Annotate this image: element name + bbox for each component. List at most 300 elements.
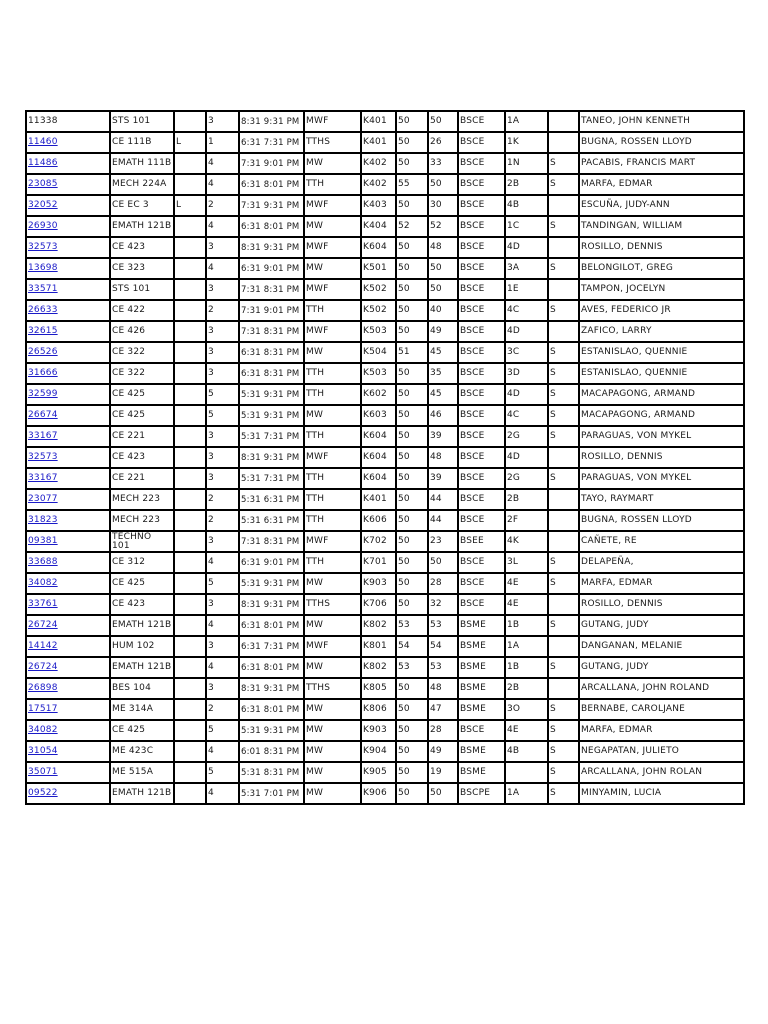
class-code-link[interactable]: 13698 xyxy=(28,263,58,273)
subject-cell: STS 101 xyxy=(110,279,174,300)
enrolled-cell: 50 xyxy=(428,552,458,573)
instructor-cell: MARFA, EDMAR xyxy=(579,720,744,741)
time-cell: 6:31 8:01 PM xyxy=(239,657,304,678)
status-cell xyxy=(548,279,579,300)
instructor-cell: GUTANG, JUDY xyxy=(579,657,744,678)
days-cell: MW xyxy=(304,258,361,279)
status-cell xyxy=(548,531,579,552)
enrolled-cell: 44 xyxy=(428,489,458,510)
table-row xyxy=(26,342,744,363)
capacity-cell: 52 xyxy=(396,216,428,237)
time-cell: 7:31 8:31 PM xyxy=(239,321,304,342)
time-cell: 6:31 8:01 PM xyxy=(239,174,304,195)
capacity-cell: 53 xyxy=(396,657,428,678)
code-cell xyxy=(26,531,110,552)
lab-flag-cell xyxy=(174,762,206,783)
lab-flag-cell xyxy=(174,489,206,510)
program-cell: BSCE xyxy=(458,342,505,363)
class-code-link[interactable]: 31823 xyxy=(28,515,58,525)
enrolled-cell: 39 xyxy=(428,426,458,447)
lab-flag-cell xyxy=(174,678,206,699)
class-code-link[interactable]: 11486 xyxy=(28,158,58,168)
section-cell: 2G xyxy=(505,468,548,489)
code-cell xyxy=(26,300,110,321)
code-cell xyxy=(26,741,110,762)
lab-flag-cell xyxy=(174,615,206,636)
time-cell: 5:31 6:31 PM xyxy=(239,489,304,510)
days-cell: MW xyxy=(304,405,361,426)
days-cell: MWF xyxy=(304,111,361,132)
time-cell: 6:31 8:01 PM xyxy=(239,615,304,636)
units-cell: 4 xyxy=(206,552,239,573)
code-cell xyxy=(26,195,110,216)
days-cell: MW xyxy=(304,657,361,678)
capacity-cell: 50 xyxy=(396,762,428,783)
subject-cell: TECHNO 101 xyxy=(110,531,174,552)
code-cell xyxy=(26,363,110,384)
enrolled-cell: 28 xyxy=(428,720,458,741)
class-code-link[interactable]: 09381 xyxy=(28,536,58,546)
subject-cell: CE 422 xyxy=(110,300,174,321)
program-cell: BSCE xyxy=(458,552,505,573)
class-code-link[interactable]: 26898 xyxy=(28,683,58,693)
table-row xyxy=(26,594,744,615)
section-cell: 4K xyxy=(505,531,548,552)
table-row xyxy=(26,468,744,489)
subject-cell: CE 322 xyxy=(110,342,174,363)
days-cell: MWF xyxy=(304,237,361,258)
room-cell: K403 xyxy=(361,195,396,216)
enrolled-cell: 50 xyxy=(428,258,458,279)
section-cell: 2G xyxy=(505,426,548,447)
program-cell: BSCE xyxy=(458,447,505,468)
section-cell: 4E xyxy=(505,594,548,615)
program-cell: BSCE xyxy=(458,489,505,510)
status-cell: S xyxy=(548,762,579,783)
capacity-cell: 55 xyxy=(396,174,428,195)
subject-cell: EMATH 121B xyxy=(110,216,174,237)
status-cell xyxy=(548,489,579,510)
units-cell: 2 xyxy=(206,300,239,321)
enrolled-cell: 49 xyxy=(428,321,458,342)
subject-cell: CE 323 xyxy=(110,258,174,279)
enrolled-cell: 53 xyxy=(428,615,458,636)
units-cell: 2 xyxy=(206,510,239,531)
units-cell: 3 xyxy=(206,363,239,384)
days-cell: MW xyxy=(304,153,361,174)
enrolled-cell: 48 xyxy=(428,678,458,699)
section-cell: 4B xyxy=(505,195,548,216)
time-cell: 5:31 9:31 PM xyxy=(239,720,304,741)
program-cell: BSCE xyxy=(458,153,505,174)
section-cell: 1E xyxy=(505,279,548,300)
table-row xyxy=(26,384,744,405)
room-cell: K904 xyxy=(361,741,396,762)
class-code-link[interactable]: 34082 xyxy=(28,725,58,735)
instructor-cell: ESTANISLAO, QUENNIE xyxy=(579,342,744,363)
units-cell: 3 xyxy=(206,636,239,657)
capacity-cell: 50 xyxy=(396,552,428,573)
units-cell: 3 xyxy=(206,279,239,300)
code-cell xyxy=(26,321,110,342)
room-cell: K905 xyxy=(361,762,396,783)
units-cell: 5 xyxy=(206,405,239,426)
time-cell: 6:31 8:31 PM xyxy=(239,342,304,363)
table-row xyxy=(26,237,744,258)
time-cell: 8:31 9:31 PM xyxy=(239,594,304,615)
lab-flag-cell xyxy=(174,405,206,426)
code-cell xyxy=(26,573,110,594)
instructor-cell: PARAGUAS, VON MYKEL xyxy=(579,426,744,447)
room-cell: K806 xyxy=(361,699,396,720)
room-cell: K702 xyxy=(361,531,396,552)
table-row xyxy=(26,741,744,762)
instructor-cell: GUTANG, JUDY xyxy=(579,615,744,636)
code-cell xyxy=(26,783,110,804)
instructor-cell: PARAGUAS, VON MYKEL xyxy=(579,468,744,489)
class-code-link[interactable]: 34082 xyxy=(28,578,58,588)
class-code-link[interactable]: 33571 xyxy=(28,284,58,294)
instructor-cell: ROSILLO, DENNIS xyxy=(579,594,744,615)
class-code-link[interactable]: 35071 xyxy=(28,767,58,777)
instructor-cell: ESTANISLAO, QUENNIE xyxy=(579,363,744,384)
time-cell: 6:31 9:01 PM xyxy=(239,552,304,573)
subject-cell: EMATH 121B xyxy=(110,615,174,636)
instructor-cell: DELAPEÑA, xyxy=(579,552,744,573)
status-cell: S xyxy=(548,300,579,321)
table-row xyxy=(26,762,744,783)
time-cell: 8:31 9:31 PM xyxy=(239,111,304,132)
time-cell: 7:31 8:31 PM xyxy=(239,279,304,300)
subject-cell: ME 423C xyxy=(110,741,174,762)
class-code-link[interactable]: 33167 xyxy=(28,473,58,483)
instructor-cell: TAMPON, JOCELYN xyxy=(579,279,744,300)
class-code-link[interactable]: 33688 xyxy=(28,557,58,567)
table-row xyxy=(26,552,744,573)
subject-cell: CE 425 xyxy=(110,573,174,594)
code-cell xyxy=(26,447,110,468)
units-cell: 4 xyxy=(206,174,239,195)
section-cell: 4C xyxy=(505,405,548,426)
program-cell: BSCE xyxy=(458,405,505,426)
capacity-cell: 50 xyxy=(396,132,428,153)
table-row xyxy=(26,783,744,804)
enrolled-cell: 30 xyxy=(428,195,458,216)
time-cell: 6:31 8:31 PM xyxy=(239,363,304,384)
enrolled-cell: 32 xyxy=(428,594,458,615)
status-cell: S xyxy=(548,699,579,720)
table-row xyxy=(26,573,744,594)
class-code-link[interactable]: 26633 xyxy=(28,305,58,315)
table-row xyxy=(26,699,744,720)
subject-cell: HUM 102 xyxy=(110,636,174,657)
subject-cell: CE 423 xyxy=(110,447,174,468)
units-cell: 2 xyxy=(206,699,239,720)
capacity-cell: 50 xyxy=(396,678,428,699)
table-row xyxy=(26,489,744,510)
class-code-link[interactable]: 26674 xyxy=(28,410,58,420)
lab-flag-cell xyxy=(174,426,206,447)
enrolled-cell: 40 xyxy=(428,300,458,321)
section-cell xyxy=(505,762,548,783)
days-cell: MW xyxy=(304,573,361,594)
table-row xyxy=(26,510,744,531)
room-cell: K906 xyxy=(361,783,396,804)
units-cell: 3 xyxy=(206,678,239,699)
class-code-link[interactable]: 31054 xyxy=(28,746,58,756)
status-cell xyxy=(548,510,579,531)
enrolled-cell: 47 xyxy=(428,699,458,720)
time-cell: 5:31 7:31 PM xyxy=(239,426,304,447)
time-cell: 8:31 9:31 PM xyxy=(239,678,304,699)
time-cell: 6:01 8:31 PM xyxy=(239,741,304,762)
section-cell: 1C xyxy=(505,216,548,237)
time-cell: 8:31 9:31 PM xyxy=(239,447,304,468)
class-code-link[interactable]: 26930 xyxy=(28,221,58,231)
program-cell: BSCE xyxy=(458,510,505,531)
section-cell: 4E xyxy=(505,573,548,594)
table-row xyxy=(26,300,744,321)
capacity-cell: 50 xyxy=(396,510,428,531)
units-cell: 2 xyxy=(206,195,239,216)
instructor-cell: CAÑETE, RE xyxy=(579,531,744,552)
status-cell xyxy=(548,111,579,132)
enrolled-cell: 48 xyxy=(428,447,458,468)
table-row xyxy=(26,279,744,300)
program-cell: BSCE xyxy=(458,363,505,384)
subject-cell: CE 425 xyxy=(110,720,174,741)
capacity-cell: 50 xyxy=(396,384,428,405)
units-cell: 2 xyxy=(206,489,239,510)
section-cell: 3A xyxy=(505,258,548,279)
enrolled-cell: 23 xyxy=(428,531,458,552)
capacity-cell: 50 xyxy=(396,405,428,426)
table-row xyxy=(26,363,744,384)
enrolled-cell: 54 xyxy=(428,636,458,657)
class-code-link[interactable]: 32615 xyxy=(28,326,58,336)
room-cell: K503 xyxy=(361,321,396,342)
days-cell: TTHS xyxy=(304,678,361,699)
code-cell xyxy=(26,426,110,447)
section-cell: 1A xyxy=(505,111,548,132)
code-cell xyxy=(26,657,110,678)
days-cell: MWF xyxy=(304,531,361,552)
class-code-link[interactable]: 23085 xyxy=(28,179,58,189)
units-cell: 1 xyxy=(206,132,239,153)
days-cell: TTHS xyxy=(304,132,361,153)
program-cell: BSME xyxy=(458,699,505,720)
status-cell: S xyxy=(548,174,579,195)
class-code-link[interactable]: 26526 xyxy=(28,347,58,357)
days-cell: MW xyxy=(304,615,361,636)
subject-cell: CE 111B xyxy=(110,132,174,153)
enrolled-cell: 50 xyxy=(428,111,458,132)
capacity-cell: 50 xyxy=(396,195,428,216)
code-cell xyxy=(26,237,110,258)
enrolled-cell: 49 xyxy=(428,741,458,762)
section-cell: 1B xyxy=(505,615,548,636)
code-cell xyxy=(26,279,110,300)
lab-flag-cell xyxy=(174,552,206,573)
units-cell: 4 xyxy=(206,153,239,174)
instructor-cell: MARFA, EDMAR xyxy=(579,573,744,594)
subject-cell: BES 104 xyxy=(110,678,174,699)
days-cell: MW xyxy=(304,783,361,804)
table-row xyxy=(26,657,744,678)
section-cell: 2F xyxy=(505,510,548,531)
time-cell: 6:31 7:31 PM xyxy=(239,132,304,153)
instructor-cell: BELONGILOT, GREG xyxy=(579,258,744,279)
capacity-cell: 50 xyxy=(396,489,428,510)
days-cell: MWF xyxy=(304,636,361,657)
status-cell: S xyxy=(548,405,579,426)
instructor-cell: TANEO, JOHN KENNETH xyxy=(579,111,744,132)
units-cell: 5 xyxy=(206,762,239,783)
status-cell: S xyxy=(548,720,579,741)
room-cell: K501 xyxy=(361,258,396,279)
units-cell: 4 xyxy=(206,783,239,804)
code-cell xyxy=(26,216,110,237)
time-cell: 7:31 9:01 PM xyxy=(239,300,304,321)
instructor-cell: MACAPAGONG, ARMAND xyxy=(579,384,744,405)
program-cell: BSCE xyxy=(458,237,505,258)
enrolled-cell: 45 xyxy=(428,342,458,363)
enrolled-cell: 28 xyxy=(428,573,458,594)
instructor-cell: DANGANAN, MELANIE xyxy=(579,636,744,657)
enrolled-cell: 50 xyxy=(428,783,458,804)
instructor-cell: TAYO, RAYMART xyxy=(579,489,744,510)
units-cell: 3 xyxy=(206,321,239,342)
section-cell: 4B xyxy=(505,741,548,762)
capacity-cell: 50 xyxy=(396,321,428,342)
capacity-cell: 50 xyxy=(396,594,428,615)
class-code-link[interactable]: 32573 xyxy=(28,452,58,462)
enrolled-cell: 26 xyxy=(428,132,458,153)
status-cell xyxy=(548,447,579,468)
instructor-cell: BUGNA, ROSSEN LLOYD xyxy=(579,132,744,153)
status-cell: S xyxy=(548,573,579,594)
status-cell: S xyxy=(548,615,579,636)
code-cell xyxy=(26,678,110,699)
class-code-link[interactable]: 14142 xyxy=(28,641,58,651)
enrolled-cell: 19 xyxy=(428,762,458,783)
class-code-link[interactable]: 32573 xyxy=(28,242,58,252)
units-cell: 4 xyxy=(206,657,239,678)
table-row xyxy=(26,720,744,741)
instructor-cell: NEGAPATAN, JULIETO xyxy=(579,741,744,762)
time-cell: 7:31 9:01 PM xyxy=(239,153,304,174)
enrolled-cell: 52 xyxy=(428,216,458,237)
section-cell: 4D xyxy=(505,237,548,258)
room-cell: K401 xyxy=(361,132,396,153)
subject-cell: CE EC 3 xyxy=(110,195,174,216)
capacity-cell: 50 xyxy=(396,258,428,279)
subject-cell: MECH 223 xyxy=(110,510,174,531)
room-cell: K401 xyxy=(361,489,396,510)
code-cell xyxy=(26,510,110,531)
capacity-cell: 50 xyxy=(396,783,428,804)
room-cell: K602 xyxy=(361,384,396,405)
status-cell xyxy=(548,321,579,342)
subject-cell: CE 423 xyxy=(110,594,174,615)
class-code-link[interactable]: 09522 xyxy=(28,788,58,798)
status-cell: S xyxy=(548,258,579,279)
program-cell: BSCE xyxy=(458,573,505,594)
code-cell xyxy=(26,258,110,279)
class-code-link[interactable]: 11460 xyxy=(28,137,58,147)
table-row xyxy=(26,321,744,342)
units-cell: 3 xyxy=(206,531,239,552)
days-cell: MW xyxy=(304,342,361,363)
class-schedule-table xyxy=(25,110,745,805)
instructor-cell: AVES, FEDERICO JR xyxy=(579,300,744,321)
lab-flag-cell xyxy=(174,111,206,132)
program-cell: BSEE xyxy=(458,531,505,552)
lab-flag-cell xyxy=(174,468,206,489)
subject-cell: EMATH 111B xyxy=(110,153,174,174)
class-code-link[interactable]: 26724 xyxy=(28,662,58,672)
class-code-link[interactable]: 17517 xyxy=(28,704,58,714)
enrolled-cell: 50 xyxy=(428,174,458,195)
class-code-link: 11338 xyxy=(28,116,58,126)
program-cell: BSCE xyxy=(458,216,505,237)
days-cell: MW xyxy=(304,762,361,783)
instructor-cell: ARCALLANA, JOHN ROLAND xyxy=(579,678,744,699)
room-cell: K903 xyxy=(361,573,396,594)
instructor-cell: ROSILLO, DENNIS xyxy=(579,237,744,258)
class-code-link[interactable]: 23077 xyxy=(28,494,58,504)
lab-flag-cell xyxy=(174,153,206,174)
class-code-link[interactable]: 26724 xyxy=(28,620,58,630)
room-cell: K402 xyxy=(361,174,396,195)
time-cell: 5:31 6:31 PM xyxy=(239,510,304,531)
lab-flag-cell xyxy=(174,510,206,531)
subject-cell: CE 423 xyxy=(110,237,174,258)
code-cell xyxy=(26,384,110,405)
subject-cell: EMATH 121B xyxy=(110,657,174,678)
code-cell xyxy=(26,552,110,573)
time-cell: 5:31 9:31 PM xyxy=(239,573,304,594)
instructor-cell: BERNABE, CAROLJANE xyxy=(579,699,744,720)
lab-flag-cell xyxy=(174,258,206,279)
days-cell: MWF xyxy=(304,447,361,468)
class-code-link[interactable]: 31666 xyxy=(28,368,58,378)
time-cell: 6:31 8:01 PM xyxy=(239,699,304,720)
section-cell: 4D xyxy=(505,384,548,405)
instructor-cell: MARFA, EDMAR xyxy=(579,174,744,195)
status-cell xyxy=(548,678,579,699)
capacity-cell: 50 xyxy=(396,741,428,762)
units-cell: 3 xyxy=(206,111,239,132)
class-code-link[interactable]: 32052 xyxy=(28,200,58,210)
section-cell: 1K xyxy=(505,132,548,153)
capacity-cell: 51 xyxy=(396,342,428,363)
class-code-link[interactable]: 33761 xyxy=(28,599,58,609)
time-cell: 6:31 9:01 PM xyxy=(239,258,304,279)
program-cell: BSCE xyxy=(458,426,505,447)
lab-flag-cell xyxy=(174,237,206,258)
days-cell: MW xyxy=(304,720,361,741)
room-cell: K802 xyxy=(361,657,396,678)
class-code-link[interactable]: 33167 xyxy=(28,431,58,441)
program-cell: BSCPE xyxy=(458,783,505,804)
days-cell: TTHS xyxy=(304,594,361,615)
class-code-link[interactable]: 32599 xyxy=(28,389,58,399)
room-cell: K604 xyxy=(361,468,396,489)
units-cell: 4 xyxy=(206,258,239,279)
time-cell: 5:31 8:31 PM xyxy=(239,762,304,783)
lab-flag-cell xyxy=(174,279,206,300)
